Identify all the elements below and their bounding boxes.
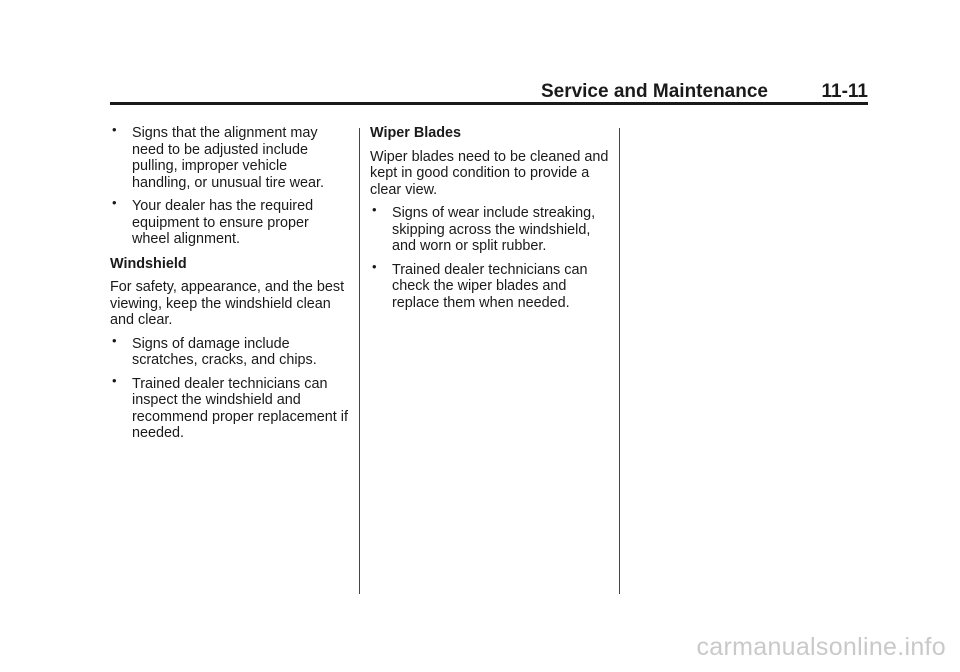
windshield-paragraph: For safety, appearance, and the best viewing, keep the windshield clean and clear. xyxy=(110,279,345,328)
wiper-heading: Wiper Blades xyxy=(370,125,462,141)
list-item: • Trained dealer technicians can check the wiper blades and replace them when needed. xyxy=(370,262,610,312)
header-rule xyxy=(110,102,868,105)
wiper-paragraph: Wiper blades need to be cleaned and kept in good condition to provide a clear view. xyxy=(370,148,609,198)
list-item: • Signs of wear include streaking, skipping across the windshield, and worn or split rubber. xyxy=(370,205,610,255)
windshield-heading: Windshield xyxy=(110,255,187,272)
column-divider xyxy=(359,128,360,594)
list-item: • Your dealer has the required equipment to ensure proper wheel alignment. xyxy=(110,198,348,248)
list-item: • Signs that the alignment may need to be adjusted include pulling, improper vehicle handling, or unusual tire wear. xyxy=(110,125,348,191)
section-title: Service and Maintenance xyxy=(540,81,768,102)
list-item: • Signs of damage include scratches, cracks, and chips. xyxy=(110,336,348,369)
page-number: 11-11 xyxy=(821,81,868,102)
column-divider xyxy=(619,128,620,594)
left-column xyxy=(110,125,348,449)
middle-column xyxy=(370,125,610,318)
watermark: carmanualsonline.info xyxy=(696,633,946,661)
list-item: • Trained dealer technicians can inspect the windshield and recommend proper replacement if needed. xyxy=(110,376,348,442)
page-header xyxy=(110,80,868,104)
